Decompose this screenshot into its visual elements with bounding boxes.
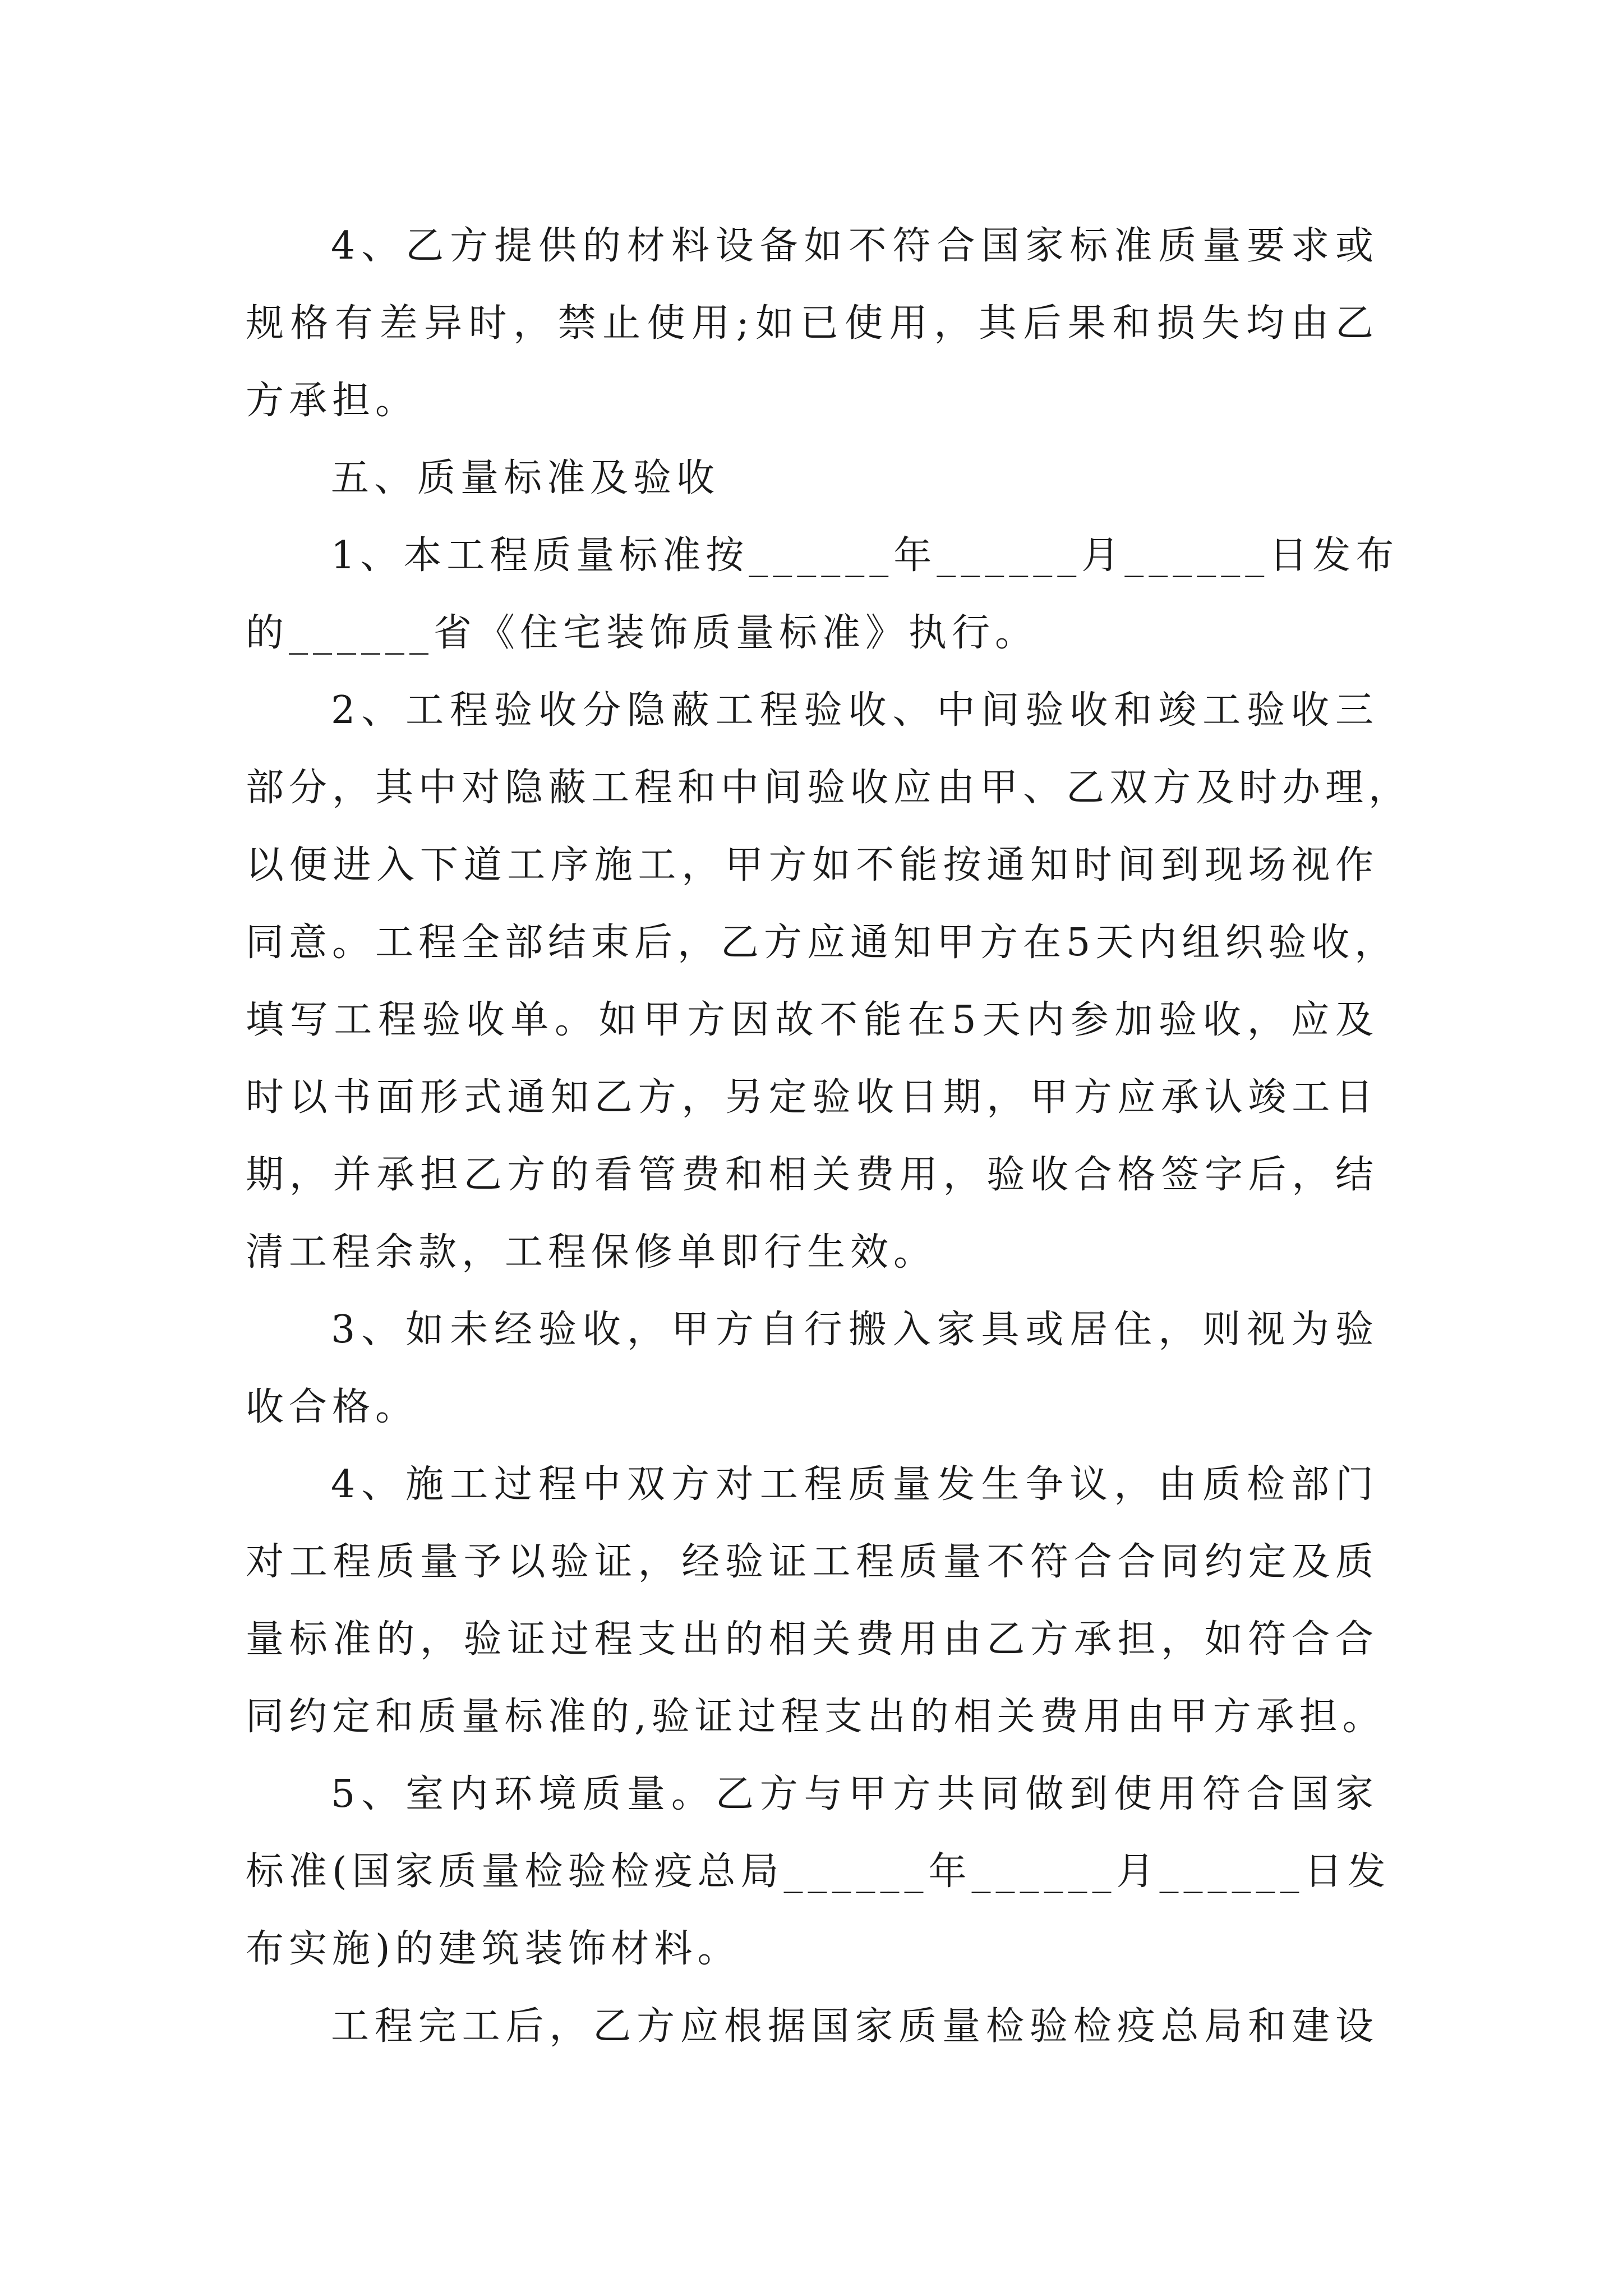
heading-text: 五、质量标准及验收	[331, 456, 720, 500]
text-line: 量标准的，验证过程支出的相关费用由乙方承担，如符合合	[246, 1617, 1378, 1662]
text-line: 3、如未经验收，甲方自行搬入家具或居住，则视为验	[331, 1308, 1378, 1352]
text-line: 5、室内环境质量。乙方与甲方共同做到使用符合国家	[331, 1772, 1378, 1816]
text-line: 4、乙方提供的材料设备如不符合国家标准质量要求或	[331, 224, 1378, 268]
text-line: 1、本工程质量标准按______年______月______日发布	[331, 533, 1399, 578]
text-line: 以便进入下道工序施工，甲方如不能按通知时间到现场视作	[246, 843, 1378, 887]
text-line: 2、工程验收分隐蔽工程验收、中间验收和竣工验收三	[331, 688, 1378, 733]
paragraph-clause-4-dispute	[246, 1446, 1386, 1756]
text-line: 期，并承担乙方的看管费和相关费用，验收合格签字后，结	[246, 1153, 1378, 1197]
text-line: 标准(国家质量检验检疫总局______年______月______日发	[246, 1849, 1391, 1894]
section-heading-quality-acceptance	[246, 440, 1378, 517]
text-line: 工程完工后，乙方应根据国家质量检验检疫总局和建设	[331, 2004, 1378, 2049]
text-line: 时以书面形式通知乙方，另定验收日期，甲方应承认竣工日	[246, 1075, 1378, 1120]
paragraph-clause-5-environment	[246, 1756, 1391, 1988]
document-body	[246, 208, 1412, 2065]
paragraph-clause-4-materials	[246, 208, 1378, 440]
text-line: 收合格。	[246, 1385, 419, 1429]
text-line: 规格有差异时，禁止使用;如已使用，其后果和损失均由乙	[246, 301, 1378, 346]
text-line: 的______省《住宅装饰质量标准》执行。	[246, 611, 1039, 655]
paragraph-completion	[246, 1988, 1378, 2065]
paragraph-clause-1-standard	[246, 517, 1399, 672]
text-line: 方承担。	[246, 379, 419, 423]
text-line: 布实施)的建筑装饰材料。	[246, 1927, 741, 1971]
text-line: 同意。工程全部结束后，乙方应通知甲方在5天内组织验收，	[246, 921, 1398, 965]
paragraph-clause-2-acceptance	[246, 672, 1412, 1291]
text-line: 清工程余款，工程保修单即行生效。	[246, 1230, 937, 1274]
text-line: 同约定和质量标准的,验证过程支出的相关费用由甲方承担。	[246, 1695, 1386, 1739]
text-line: 填写工程验收单。如甲方因故不能在5天内参加验收，应及	[246, 998, 1378, 1042]
text-line: 对工程质量予以验证，经验证工程质量不符合合同约定及质	[246, 1540, 1378, 1584]
paragraph-clause-3-unaccepted	[246, 1291, 1378, 1446]
text-line: 部分，其中对隐蔽工程和中间验收应由甲、乙双方及时办理，	[246, 766, 1412, 810]
text-line: 4、施工过程中双方对工程质量发生争议，由质检部门	[331, 1462, 1378, 1507]
